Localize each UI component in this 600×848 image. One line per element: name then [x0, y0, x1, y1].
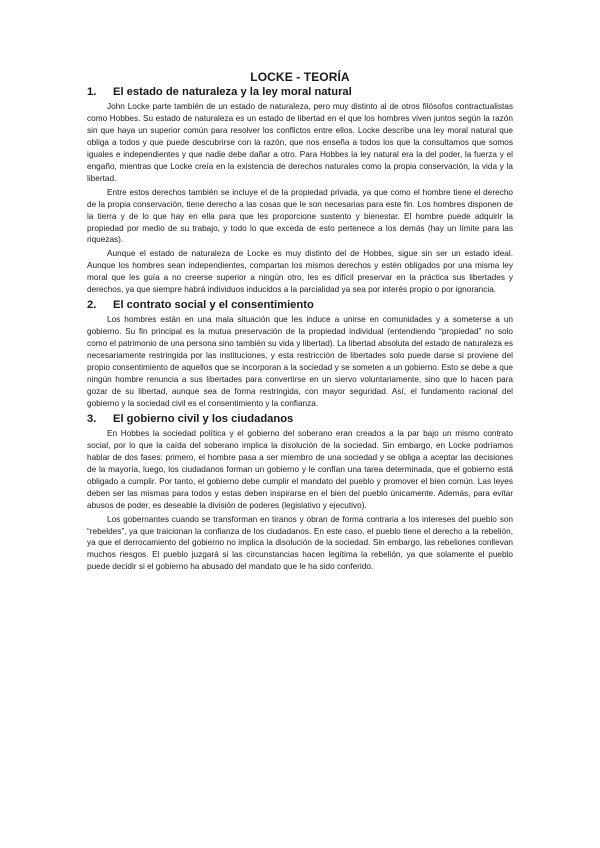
paragraph: En Hobbes la sociedad política y el gobierno del soberano eran creados a la par bajo un mismo contrato social, por lo que la caída del soberano implica la disolución de la sociedad. Sin embargo, en Locke podríamos hablar de dos fases: primero, el hombre pasa a ser miembro de una sociedad y se obliga a aceptar las decisiones de la mayoría, luego, los ciudadanos forman un gobierno y le confían una tarea determinada, que el gobierno está obligado a cumplir. Por tanto, el gobierno debe cumplir el mandato del pueblo y promover el bien común. Las leyes deben ser las mismas para todos y estas deben inspirarse en el bien del pueblo únicamente. Además, para evitar abusos de poder, es deseable la división de poderes (legislativo y ejecutivo). — [87, 428, 513, 510]
paragraph: Los gobernantes cuando se transforman en tiranos y obran de forma contraria a los intereses del pueblo son “rebeldes”, ya que traicionan la confianza de los ciudadanos. En este caso, el pueblo tiene el derecho a la rebelión, ya que el derrocamiento del gobierno no implica la disolución de la sociedad. Sin embargo, las rebeliones conllevan muchos riesgos. El pueblo juzgará si las circunstancias hacen legítima la rebelión, ya que solamente el pueblo puede decidir si el gobierno ha abusado del mandato que le ha sido conferido. — [87, 514, 513, 572]
section-1 — [87, 85, 513, 296]
document-title: LOCKE - TEORÍA — [250, 70, 350, 84]
section-heading — [87, 298, 513, 313]
section-2 — [87, 298, 513, 410]
paragraph: John Locke parte también de un estado de naturaleza, pero muy distinto al de otros filósofos contractualistas como Hobbes. Su estado de naturaleza es un estado de libertad en el que los hombres viven juntos según la razón sin que haya un superior común para resolver los conflictos entre ellos. Locke describe una ley moral natural que obliga a todos y que puede descubrirse con la razón, que nos enseña a todos los que la consultamos que somos iguales e independientes y que nadie debe dañar a otro. Para Hobbes la ley natural era la del poder, la fuerza y el engaño, mientras que Locke creía en la existencia de derechos naturales como la propia conservación, la vida y la libertad. — [87, 102, 513, 183]
section-title: El gobierno civil y los ciudadanos — [113, 412, 294, 425]
paragraph: Aunque el estado de naturaleza de Locke es muy distinto del de Hobbes, sigue sin ser un estado ideal. Aunque los hombres sean independientes, compartan los mismos derechos y estén obligados por una misma ley moral que les guía a no creerse superior a ningún otro, les es difícil preservar en la práctica sus libertades y derechos, ya que siempre habrá individuos inducidos a la parcialidad ya sea por interés propio o por ignorancia. — [87, 249, 513, 295]
section-heading — [87, 412, 513, 427]
section-3 — [87, 412, 513, 573]
paragraph: Entre estos derechos también se incluye el de la propiedad privada, ya que como el hombre tiene el derecho de la propia conservación, tiene derecho a las cosas que le son necesarias para este fin. Los hombres disponen de la tierra y de lo que hay en ella para que les proporcione sustento y bienestar. El hombre puede adquirir la propiedad por medio de su trabajo, y todo lo que exceda de esto pertenece a los demás (hay un límite para las riquezas). — [87, 187, 513, 245]
section-number: 3. — [87, 412, 97, 425]
section-number: 2. — [87, 299, 97, 312]
section-title: El estado de naturaleza y la ley moral natural — [113, 86, 352, 98]
paragraph: Los hombres están en una mala situación que les induce a unirse en comunidades y a someterse a un gobierno. Su fin principal es la mutua preservación de la propiedad individual (entendiendo “propiedad” no solo como el patrimonio de una persona sino también su vida y libertad). La libertad absoluta del estado de naturaleza es necesariamente restringida por las instituciones, y esta restricción de libertades solo puede darse si proviene del propio consentimiento de aquellos que se incorporan a la sociedad y se someten a un gobierno. Esto se debe a que ningún hombre renuncia a sus libertades para convertirse en un siervo voluntariamente, sino que lo hacen para gozar de su libertad, aunque sea de forma restringida, con mayor seguridad. Así, el fundamento racional del gobierno y la sociedad civil es el consentimiento y la confianza. — [87, 315, 513, 408]
section-title: El contrato social y el consentimiento — [113, 299, 314, 312]
section-heading — [87, 85, 513, 100]
section-number: 1. — [87, 86, 97, 98]
